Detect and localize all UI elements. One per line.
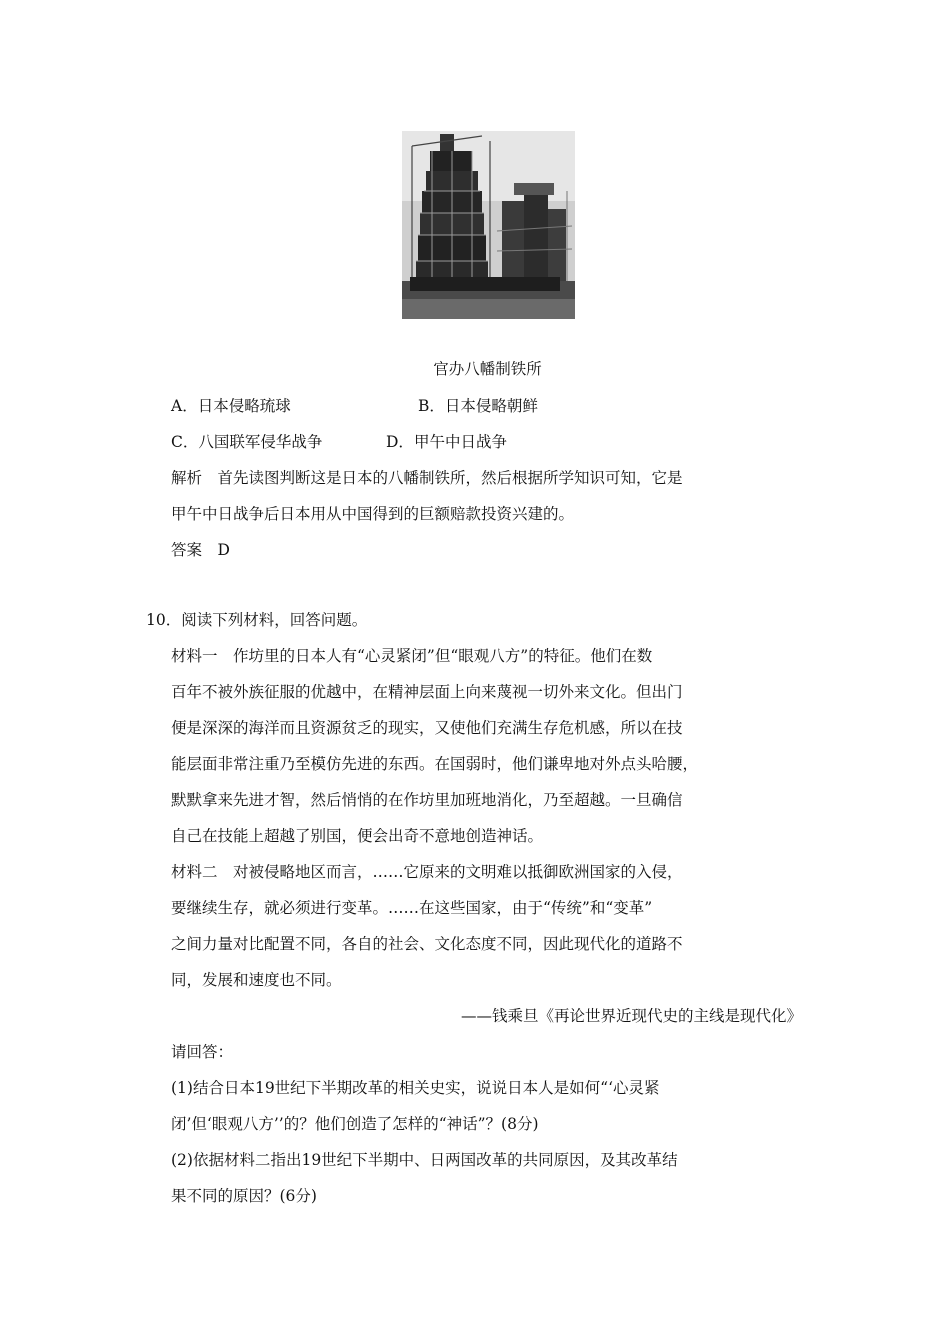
material1-line: 自己在技能上超越了别国，便会出奇不意地创造神话。 xyxy=(171,827,544,845)
blast-furnace-drawing xyxy=(402,131,575,319)
material2-line: 之间力量对比配置不同，各自的社会、文化态度不同，因此现代化的道路不 xyxy=(171,935,683,953)
answer-prompt: 请回答： xyxy=(171,1043,234,1061)
sub-question-line: 果不同的原因？(6分) xyxy=(171,1187,317,1205)
sub-question-line: (2)依据材料二指出19世纪下半期中、日两国改革的共同原因，及其改革结 xyxy=(171,1151,678,1169)
material1-line: 便是深深的海洋而且资源贫乏的现实，又使他们充满生存危机感，所以在技 xyxy=(171,719,683,737)
answer-line: 答案 D xyxy=(171,541,230,559)
option-letter: C． xyxy=(171,433,199,451)
sub-question-line: 闭’但‘眼观八方’’的？他们创造了怎样的“神话”？(8分) xyxy=(171,1115,539,1133)
question-stem: 10．阅读下列材料，回答问题。 xyxy=(146,611,368,629)
option-letter: D． xyxy=(386,433,414,451)
option-a xyxy=(171,396,291,416)
material1-line: 能层面非常注重乃至模仿先进的东西。在国弱时，他们谦卑地对外点头哈腰， xyxy=(171,755,699,773)
option-text: 日本侵略朝鲜 xyxy=(444,397,538,415)
analysis-line: 甲午中日战争后日本用从中国得到的巨额赔款投资兴建的。 xyxy=(171,505,575,523)
material2-line: 同，发展和速度也不同。 xyxy=(171,971,342,989)
material2-line: 要继续生存，就必须进行变革。……在这些国家，由于“传统”和“变革” xyxy=(171,899,653,917)
material1-line: 材料一 作坊里的日本人有“心灵紧闭”但“眼观八方”的特征。他们在数 xyxy=(171,647,653,665)
analysis-line: 解析 首先读图判断这是日本的八幡制铁所，然后根据所学知识可知，它是 xyxy=(171,469,683,487)
material1-line: 百年不被外族征服的优越中，在精神层面上向来蔑视一切外来文化。但出门 xyxy=(171,683,683,701)
option-d xyxy=(386,432,507,452)
option-c xyxy=(171,432,322,452)
figure-caption: 官办八幡制铁所 xyxy=(433,360,542,378)
material-source: ——钱乘旦《再论世界近现代史的主线是现代化》 xyxy=(460,1007,802,1025)
option-letter: A． xyxy=(171,397,198,415)
sub-question-line: (1)结合日本19世纪下半期改革的相关史实，说说日本人是如何“‘心灵紧 xyxy=(171,1079,660,1097)
option-text: 八国联军侵华战争 xyxy=(198,433,323,451)
option-text: 甲午中日战争 xyxy=(413,433,507,451)
material1-line: 默默拿来先进才智，然后悄悄的在作坊里加班地消化，乃至超越。一旦确信 xyxy=(171,791,683,809)
blast-furnace-photo xyxy=(402,131,575,319)
option-letter: B． xyxy=(418,397,445,415)
material2-line: 材料二 对被侵略地区而言，……它原来的文明难以抵御欧洲国家的入侵， xyxy=(171,863,683,881)
option-text: 日本侵略琉球 xyxy=(197,397,291,415)
option-b xyxy=(418,396,538,416)
